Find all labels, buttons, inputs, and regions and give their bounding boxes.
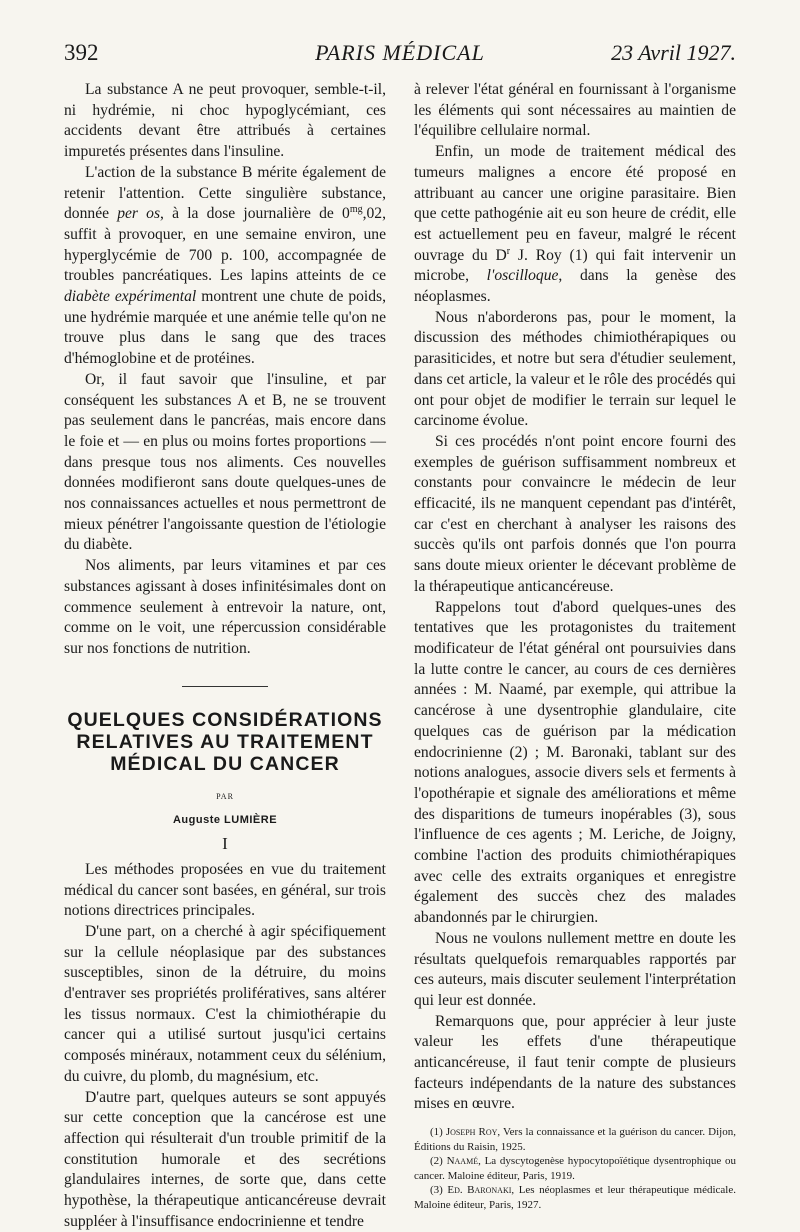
paragraph: Enfin, un mode de traitement médical des tumeurs malignes a encore été proposé en attribuant au cancer une origine parasitaire. Bien que cette pathogénie ait eu son heure de crédit, elle est actuellement peu en faveur, malgré le récent ouvrage du $D^r$ J. Roy (1) qui fait intervenir un microbe, l'oscilloque, dans la genèse des néoplasmes.	[414, 143, 737, 306]
footnote: (2) Naamé, La dyscytogenèse hypocytopoïétique dysentrophique ou cancer. Maloine éditeur, Paris, 1919.	[414, 1155, 736, 1182]
page-header	[64, 40, 736, 70]
paragraph: Les méthodes proposées en vue du traitement médical du cancer sont basées, en général, sur trois notions directrices principales.	[64, 860, 386, 920]
paragraph: Si ces procédés n'ont point encore fourni des exemples de guérison suffisamment nombreux et constants pour convaincre le médecin de leur efficacité, ils ne manquent cependant pas d'intérêt, car c'est en cherchant à analyser les raisons des succès qu'ils ont parfois donnés que l'on pourra sans doute mieux orienter le décevant problème de la thérapeutique anticancéreuse.	[414, 432, 736, 595]
footnotes	[414, 1125, 736, 1212]
byline: PAR	[216, 791, 234, 801]
paragraph: Nous ne voulons nullement mettre en doute les résultats quelquefois remarquables rapportés par ces auteurs, mais discuter seulement l'interprétation qui leur est donnée.	[414, 929, 736, 1009]
paragraph: D'autre part, quelques auteurs se sont appuyés sur cette conception que la cancérose est une affection qui résulterait d'un trouble primitif de la constitution humorale et des secrétions glandulaires internes, de sorte que, dans cette hypothèse, la thérapeutique anticancéreuse devrait suppléer à l'insuffisance endocrinienne et tendre	[64, 1088, 386, 1230]
author-name: Auguste LUMIÈRE	[172, 814, 278, 827]
footnote: (3) Ed. Baronaki, Les néoplasmes et leur thérapeutique médicale. Maloine éditeur, Paris, 1927.	[414, 1184, 736, 1211]
right-column	[414, 80, 736, 1212]
paragraph: Remarquons que, pour apprécier à leur juste valeur les effets d'une thérapeutique anticancéreuse, il faut tenir compte de plusieurs facteurs indépendants de la nature des substances mises en œuvre.	[414, 1012, 736, 1113]
issue-date: 23 Avril 1927.	[611, 40, 736, 65]
section-separator	[182, 686, 268, 687]
paragraph: Or, il faut savoir que l'insuline, et par conséquent les substances A et B, ne se trouvent pas seulement dans le pancréas, mais encore dans le foie et — en plus ou moins fortes proportions — dans presque tous nos aliments. Ces nouvelles données modifieront sans doute quelques-unes de nos connaissances actuelles et nous permettront de mieux pénétrer l'angoissante question de l'étiologie du diabète.	[64, 370, 386, 554]
left-column	[64, 80, 386, 1232]
paragraph: Nous n'aborderons pas, pour le moment, la discussion des méthodes chimiothérapiques ou parasiticides, et notre but sera d'étudier seulement, dans cet article, la valeur et le rôle des procédés qui ont pour objet de modifier le terrain sur lequel le carcinome évolue.	[414, 308, 736, 430]
paragraph: à relever l'état général en fournissant à l'organisme les éléments qui sont nécessaires au maintien de l'équilibre cellulaire normal.	[414, 81, 736, 140]
footnote: (1) Joseph Roy, Vers la connaissance et la guérison du cancer. Dijon, Éditions du Raisin, 1925.	[414, 1126, 736, 1153]
page-number: 392	[64, 40, 99, 65]
journal-title: PARIS MÉDICAL	[315, 40, 485, 65]
paragraph: Nos aliments, par leurs vitamines et par ces substances agissant à doses infinitésimales dont on commence seulement à entrevoir la nature, ont, comme on le voit, une répercussion considérable sur nos fonctions de nutrition.	[64, 557, 386, 657]
paragraph: La substance A ne peut provoquer, semble-t-il, ni hydrémie, ni choc hypoglycémiant, ces accidents devant être attribués à certaines impuretés présentes dans l'insuline.	[64, 81, 386, 161]
paragraph: Rappelons tout d'abord quelques-unes des tentatives que les protagonistes du traitement modificateur de l'état général ont poursuivies dans la lutte contre le cancer, au cours de ces dernières années : M. Naamé, par exemple, qui attribue la cancérose à une dysentrophie glandulaire, cite quelques cas de guérison par la médication endocrinienne (2) ; M. Baronaki, tablant sur des notions analogues, associe divers sels et ferments à l'opothérapie et signale des améliorations et même des disparitions de tumeurs inopérables (3), sous l'influence de ces agents ; M. Leriche, de Joigny, combine l'action des produits chimiothérapiques avec celle des extraits organiques et enregistre également des succès chez des malades abandonnés par le chirurgien.	[414, 598, 736, 927]
paragraph: D'une part, on a cherché à agir spécifiquement sur la cellule néoplasique par des substances susceptibles, sinon de la détruire, du moins d'entraver ses propriétés prolifératives, sans altérer les tissus normaux. C'est la chimiothérapie du cancer qui a utilisé surtout jusqu'ici certains composés minéraux, notamment ceux du sélénium, du cuivre, du plomb, du magnésium, etc.	[64, 922, 386, 1085]
paragraph: L'action de la substance B mérite également de retenir l'attention. Cette singulière substance, donnée per os, à la dose journalière de $0^{mg},02$, suffit à provoquer, en une semaine environ, une hyperglycémie de 700 p. 100, accompagnée de troubles pancréatiques. Les lapins atteints de ce diabète expérimental montrent une chute de poids, une hydrémie marquée et une anémie telle qu'on ne trouve plus dans le sang que des traces d'hémoglobine et de protéines.	[64, 163, 387, 368]
article-title: QUELQUES CONSIDÉRATIONS RELATIVES AU TRAITEMENT MÉDICAL DU CANCER	[67, 708, 383, 775]
section-numeral: I	[222, 834, 228, 854]
